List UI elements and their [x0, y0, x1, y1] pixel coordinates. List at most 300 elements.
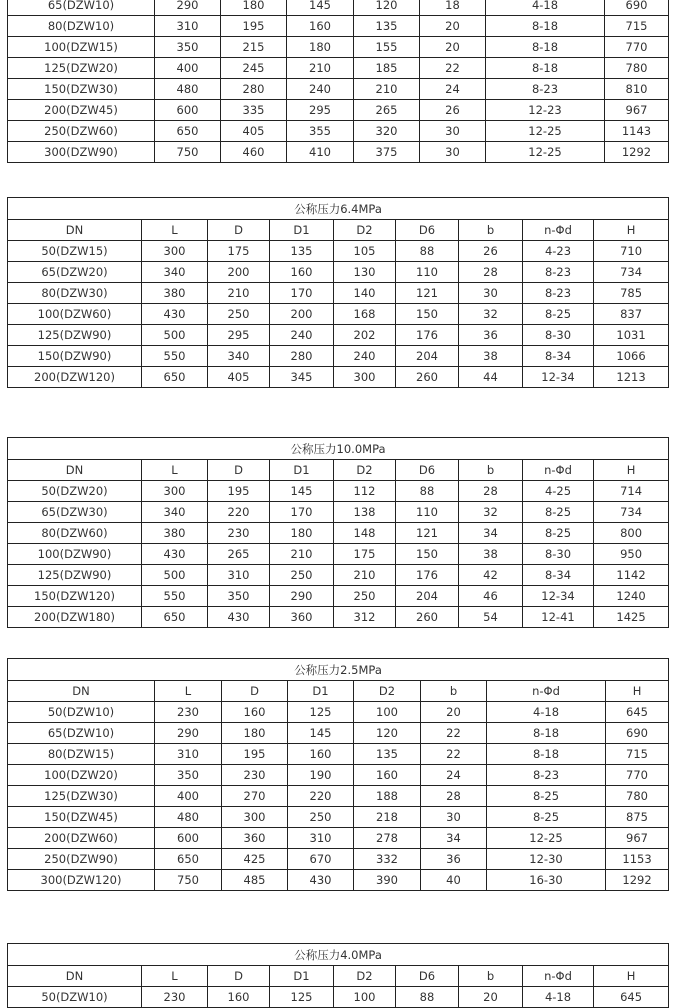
table-cell: 30 — [420, 142, 486, 163]
table-cell: 28 — [421, 786, 487, 807]
table-cell: 967 — [606, 828, 669, 849]
table-title: 公称压力10.0MPa — [8, 438, 669, 460]
table-cell: 410 — [287, 142, 354, 163]
table-cell: 120 — [354, 0, 420, 16]
table-cell: 8-18 — [486, 58, 605, 79]
table-cell: 260 — [396, 367, 459, 388]
table-cell: 20 — [420, 37, 486, 58]
table-body — [8, 944, 669, 1008]
table-cell: 810 — [605, 79, 669, 100]
table-row — [8, 121, 669, 142]
table-cell: 350 — [155, 37, 221, 58]
table-cell: 204 — [396, 586, 459, 607]
table-cell: 160 — [222, 702, 288, 723]
table-cell: 88 — [396, 987, 459, 1008]
table-cell: 160 — [354, 765, 421, 786]
header-row — [8, 460, 669, 481]
table-cell: 54 — [459, 607, 523, 628]
table-cell: 200(DZW180) — [8, 607, 142, 628]
table-row — [8, 828, 669, 849]
table-cell: 650 — [142, 607, 208, 628]
table-cell: 430 — [288, 870, 354, 891]
table-cell: 950 — [594, 544, 669, 565]
table-cell: 140 — [334, 283, 396, 304]
table-cell: 300(DZW120) — [8, 870, 155, 891]
table-cell: 295 — [208, 325, 270, 346]
table-cell: 600 — [155, 828, 222, 849]
table-cell: 480 — [155, 79, 221, 100]
table-cell: 360 — [270, 607, 334, 628]
table-cell: 1143 — [605, 121, 669, 142]
table-cell: 8-23 — [523, 262, 594, 283]
table-cell: 130 — [334, 262, 396, 283]
table-cell: 375 — [354, 142, 420, 163]
table-cell: 340 — [208, 346, 270, 367]
table-row — [8, 870, 669, 891]
table-cell: 770 — [606, 765, 669, 786]
table-cell: 8-23 — [487, 765, 606, 786]
table-cell: 245 — [221, 58, 287, 79]
table-cell: 1142 — [594, 565, 669, 586]
table-cell: 20 — [420, 16, 486, 37]
table-row — [8, 607, 669, 628]
table-cell: 170 — [270, 283, 334, 304]
table-cell: 200 — [270, 304, 334, 325]
table-cell: 195 — [208, 481, 270, 502]
table-cell: 400 — [155, 786, 222, 807]
table-cell: 12-25 — [487, 828, 606, 849]
table-cell: 12-25 — [486, 142, 605, 163]
table-cell: 12-34 — [523, 586, 594, 607]
table-cell: 160 — [270, 262, 334, 283]
table-cell: 405 — [208, 367, 270, 388]
table-cell: 36 — [421, 849, 487, 870]
column-header: D2 — [354, 681, 421, 702]
table-cell: 125(DZW20) — [8, 58, 155, 79]
table-cell: 220 — [288, 786, 354, 807]
table-cell: 38 — [459, 346, 523, 367]
table-cell: 46 — [459, 586, 523, 607]
table-cell: 250 — [208, 304, 270, 325]
column-header: D2 — [334, 966, 396, 987]
table-cell: 485 — [222, 870, 288, 891]
table-cell: 18 — [420, 0, 486, 16]
table-cell: 12-23 — [486, 100, 605, 121]
column-header: D6 — [396, 220, 459, 241]
table-cell: 230 — [142, 987, 208, 1008]
table-cell: 12-41 — [523, 607, 594, 628]
table-cell: 290 — [270, 586, 334, 607]
table-row — [8, 481, 669, 502]
spec-table-2-5mpa — [7, 658, 669, 891]
table-cell: 125(DZW90) — [8, 325, 142, 346]
table-cell: 250(DZW60) — [8, 121, 155, 142]
table-cell: 105 — [334, 241, 396, 262]
table-cell: 65(DZW10) — [8, 0, 155, 16]
table-cell: 875 — [606, 807, 669, 828]
table-body — [8, 198, 669, 388]
table-cell: 300 — [222, 807, 288, 828]
column-header: DN — [8, 966, 142, 987]
table-cell: 690 — [605, 0, 669, 16]
table-cell: 8-25 — [487, 786, 606, 807]
table-cell: 645 — [594, 987, 669, 1008]
table-cell: 340 — [142, 262, 208, 283]
table-cell: 220 — [208, 502, 270, 523]
table-cell: 50(DZW10) — [8, 702, 155, 723]
table-row — [8, 37, 669, 58]
table-cell: 785 — [594, 283, 669, 304]
table-cell: 270 — [222, 786, 288, 807]
table-cell: 12-34 — [523, 367, 594, 388]
table-cell: 230 — [208, 523, 270, 544]
table-row — [8, 702, 669, 723]
table-cell: 350 — [155, 765, 222, 786]
table-cell: 100(DZW60) — [8, 304, 142, 325]
table-row — [8, 744, 669, 765]
table-cell: 26 — [420, 100, 486, 121]
table-cell: 28 — [459, 262, 523, 283]
table-cell: 32 — [459, 304, 523, 325]
table-cell: 180 — [287, 37, 354, 58]
table-cell: 1031 — [594, 325, 669, 346]
table-cell: 380 — [142, 283, 208, 304]
table-cell: 650 — [142, 367, 208, 388]
table-cell: 176 — [396, 565, 459, 586]
table-cell: 150(DZW45) — [8, 807, 155, 828]
table-cell: 28 — [459, 481, 523, 502]
table-cell: 8-18 — [487, 723, 606, 744]
table-cell: 145 — [288, 723, 354, 744]
table-cell: 300(DZW90) — [8, 142, 155, 163]
table-cell: 8-34 — [523, 346, 594, 367]
table-cell: 121 — [396, 283, 459, 304]
table-row — [8, 565, 669, 586]
table-cell: 967 — [605, 100, 669, 121]
table-cell: 8-18 — [486, 16, 605, 37]
table-row — [8, 58, 669, 79]
table-cell: 125(DZW90) — [8, 565, 142, 586]
table-cell: 26 — [459, 241, 523, 262]
table-cell: 200(DZW45) — [8, 100, 155, 121]
table-body — [8, 0, 669, 163]
table-row — [8, 987, 669, 1008]
table-cell: 200(DZW60) — [8, 828, 155, 849]
table-cell: 200(DZW120) — [8, 367, 142, 388]
table-cell: 100 — [354, 702, 421, 723]
column-header: b — [421, 681, 487, 702]
column-header: D6 — [396, 460, 459, 481]
table-cell: 160 — [208, 987, 270, 1008]
table-cell: 780 — [606, 786, 669, 807]
table-cell: 100(DZW90) — [8, 544, 142, 565]
table-row — [8, 100, 669, 121]
table-cell: 8-30 — [523, 544, 594, 565]
table-cell: 12-25 — [486, 121, 605, 142]
table-cell: 260 — [396, 607, 459, 628]
table-cell: 22 — [421, 723, 487, 744]
column-header: n-Φd — [523, 220, 594, 241]
column-header: b — [459, 220, 523, 241]
table-cell: 24 — [420, 79, 486, 100]
table-cell: 430 — [142, 304, 208, 325]
column-header: b — [459, 966, 523, 987]
table-cell: 65(DZW30) — [8, 502, 142, 523]
column-header: DN — [8, 220, 142, 241]
table-title: 公称压力6.4MPa — [8, 198, 669, 220]
table-cell: 80(DZW30) — [8, 283, 142, 304]
table-cell: 112 — [334, 481, 396, 502]
table-cell: 310 — [155, 16, 221, 37]
table-cell: 8-23 — [486, 79, 605, 100]
table-cell: 1292 — [605, 142, 669, 163]
table-cell: 690 — [606, 723, 669, 744]
table-cell: 290 — [155, 723, 222, 744]
column-header: H — [594, 460, 669, 481]
table-title-row — [8, 944, 669, 966]
table-cell: 1425 — [594, 607, 669, 628]
table-cell: 430 — [208, 607, 270, 628]
table-cell: 320 — [354, 121, 420, 142]
column-header: D — [208, 220, 270, 241]
table-cell: 204 — [396, 346, 459, 367]
table-cell: 210 — [287, 58, 354, 79]
table-cell: 50(DZW15) — [8, 241, 142, 262]
table-cell: 8-18 — [487, 744, 606, 765]
table-cell: 4-18 — [523, 987, 594, 1008]
table-row — [8, 241, 669, 262]
table-row — [8, 502, 669, 523]
table-cell: 150(DZW120) — [8, 586, 142, 607]
table-row — [8, 544, 669, 565]
table-cell: 310 — [208, 565, 270, 586]
table-cell: 8-18 — [486, 37, 605, 58]
table-cell: 34 — [421, 828, 487, 849]
table-cell: 300 — [142, 481, 208, 502]
table-cell: 600 — [155, 100, 221, 121]
column-header: D — [208, 460, 270, 481]
table-cell: 500 — [142, 565, 208, 586]
table-title-row — [8, 198, 669, 220]
table-cell: 734 — [594, 262, 669, 283]
table-cell: 550 — [142, 346, 208, 367]
column-header: n-Φd — [523, 966, 594, 987]
table-row — [8, 786, 669, 807]
table-cell: 110 — [396, 502, 459, 523]
table-cell: 150(DZW30) — [8, 79, 155, 100]
table-cell: 280 — [270, 346, 334, 367]
table-cell: 645 — [606, 702, 669, 723]
table-cell: 210 — [270, 544, 334, 565]
table-cell: 175 — [208, 241, 270, 262]
table-cell: 715 — [605, 16, 669, 37]
column-header: D — [222, 681, 288, 702]
table-cell: 22 — [421, 744, 487, 765]
table-cell: 332 — [354, 849, 421, 870]
table-row — [8, 142, 669, 163]
table-cell: 1240 — [594, 586, 669, 607]
table-row — [8, 304, 669, 325]
table-cell: 22 — [420, 58, 486, 79]
table-cell: 310 — [155, 744, 222, 765]
column-header: DN — [8, 681, 155, 702]
table-cell: 135 — [354, 16, 420, 37]
table-cell: 34 — [459, 523, 523, 544]
table-row — [8, 849, 669, 870]
table-cell: 770 — [605, 37, 669, 58]
column-header: D2 — [334, 460, 396, 481]
table-row — [8, 765, 669, 786]
table-cell: 4-18 — [486, 0, 605, 16]
table-cell: 400 — [155, 58, 221, 79]
table-cell: 40 — [421, 870, 487, 891]
table-cell: 800 — [594, 523, 669, 544]
table-cell: 8-25 — [487, 807, 606, 828]
table-cell: 210 — [334, 565, 396, 586]
table-cell: 195 — [222, 744, 288, 765]
table-cell: 300 — [334, 367, 396, 388]
table-cell: 16-30 — [487, 870, 606, 891]
table-cell: 145 — [287, 0, 354, 16]
column-header: b — [459, 460, 523, 481]
table-cell: 8-30 — [523, 325, 594, 346]
table-cell: 425 — [222, 849, 288, 870]
table-cell: 100 — [334, 987, 396, 1008]
table-cell: 290 — [155, 0, 221, 16]
table-cell: 360 — [222, 828, 288, 849]
table-row — [8, 262, 669, 283]
table-cell: 715 — [606, 744, 669, 765]
table-cell: 265 — [208, 544, 270, 565]
table-cell: 750 — [155, 142, 221, 163]
table-cell: 176 — [396, 325, 459, 346]
table-cell: 202 — [334, 325, 396, 346]
table-cell: 265 — [354, 100, 420, 121]
column-header: H — [594, 966, 669, 987]
column-header: L — [155, 681, 222, 702]
table-cell: 138 — [334, 502, 396, 523]
table-cell: 355 — [287, 121, 354, 142]
column-header: L — [142, 460, 208, 481]
table-cell: 150 — [396, 544, 459, 565]
table-row — [8, 346, 669, 367]
table-row — [8, 807, 669, 828]
table-cell: 295 — [287, 100, 354, 121]
table-cell: 750 — [155, 870, 222, 891]
column-header: D1 — [270, 220, 334, 241]
table-cell: 230 — [222, 765, 288, 786]
table-cell: 1292 — [606, 870, 669, 891]
table-row — [8, 0, 669, 16]
table-cell: 160 — [288, 744, 354, 765]
table-cell: 250 — [270, 565, 334, 586]
table-cell: 250 — [288, 807, 354, 828]
table-cell: 8-34 — [523, 565, 594, 586]
table-row — [8, 586, 669, 607]
table-cell: 195 — [221, 16, 287, 37]
column-header: L — [142, 220, 208, 241]
table-cell: 135 — [270, 241, 334, 262]
table-cell: 734 — [594, 502, 669, 523]
table-cell: 380 — [142, 523, 208, 544]
column-header: D1 — [270, 460, 334, 481]
table-cell: 150 — [396, 304, 459, 325]
table-cell: 4-18 — [487, 702, 606, 723]
table-cell: 30 — [420, 121, 486, 142]
table-cell: 125(DZW30) — [8, 786, 155, 807]
table-cell: 714 — [594, 481, 669, 502]
column-header: H — [606, 681, 669, 702]
table-cell: 120 — [354, 723, 421, 744]
table-cell: 500 — [142, 325, 208, 346]
table-cell: 710 — [594, 241, 669, 262]
table-cell: 80(DZW10) — [8, 16, 155, 37]
table-cell: 1213 — [594, 367, 669, 388]
table-cell: 20 — [459, 987, 523, 1008]
table-cell: 125 — [270, 987, 334, 1008]
table-cell: 1153 — [606, 849, 669, 870]
table-cell: 185 — [354, 58, 420, 79]
table-cell: 121 — [396, 523, 459, 544]
table-cell: 550 — [142, 586, 208, 607]
table-cell: 100(DZW20) — [8, 765, 155, 786]
table-cell: 110 — [396, 262, 459, 283]
table-cell: 250 — [334, 586, 396, 607]
table-cell: 837 — [594, 304, 669, 325]
table-cell: 215 — [221, 37, 287, 58]
table-cell: 670 — [288, 849, 354, 870]
table-cell: 345 — [270, 367, 334, 388]
table-cell: 65(DZW20) — [8, 262, 142, 283]
column-header: D2 — [334, 220, 396, 241]
table-cell: 36 — [459, 325, 523, 346]
table-cell: 390 — [354, 870, 421, 891]
table-cell: 24 — [421, 765, 487, 786]
table-cell: 240 — [287, 79, 354, 100]
table-cell: 480 — [155, 807, 222, 828]
table-cell: 148 — [334, 523, 396, 544]
table-row — [8, 325, 669, 346]
table-cell: 65(DZW10) — [8, 723, 155, 744]
table-title: 公称压力2.5MPa — [8, 659, 669, 681]
header-row — [8, 220, 669, 241]
table-cell: 180 — [222, 723, 288, 744]
table-row — [8, 283, 669, 304]
spec-table-4-0mpa — [7, 943, 669, 1008]
table-row — [8, 79, 669, 100]
column-header: D1 — [288, 681, 354, 702]
table-cell: 150(DZW90) — [8, 346, 142, 367]
table-body — [8, 438, 669, 628]
spec-table-10-0mpa — [7, 437, 669, 628]
table-cell: 250(DZW90) — [8, 849, 155, 870]
table-cell: 650 — [155, 121, 221, 142]
table-cell: 210 — [208, 283, 270, 304]
table-cell: 50(DZW10) — [8, 987, 142, 1008]
table-cell: 460 — [221, 142, 287, 163]
spec-table-continued — [7, 0, 669, 163]
table-cell: 278 — [354, 828, 421, 849]
table-cell: 218 — [354, 807, 421, 828]
table-body — [8, 659, 669, 891]
table-cell: 125 — [288, 702, 354, 723]
table-row — [8, 367, 669, 388]
column-header: H — [594, 220, 669, 241]
table-cell: 100(DZW15) — [8, 37, 155, 58]
table-cell: 135 — [354, 744, 421, 765]
table-cell: 4-23 — [523, 241, 594, 262]
table-cell: 180 — [221, 0, 287, 16]
